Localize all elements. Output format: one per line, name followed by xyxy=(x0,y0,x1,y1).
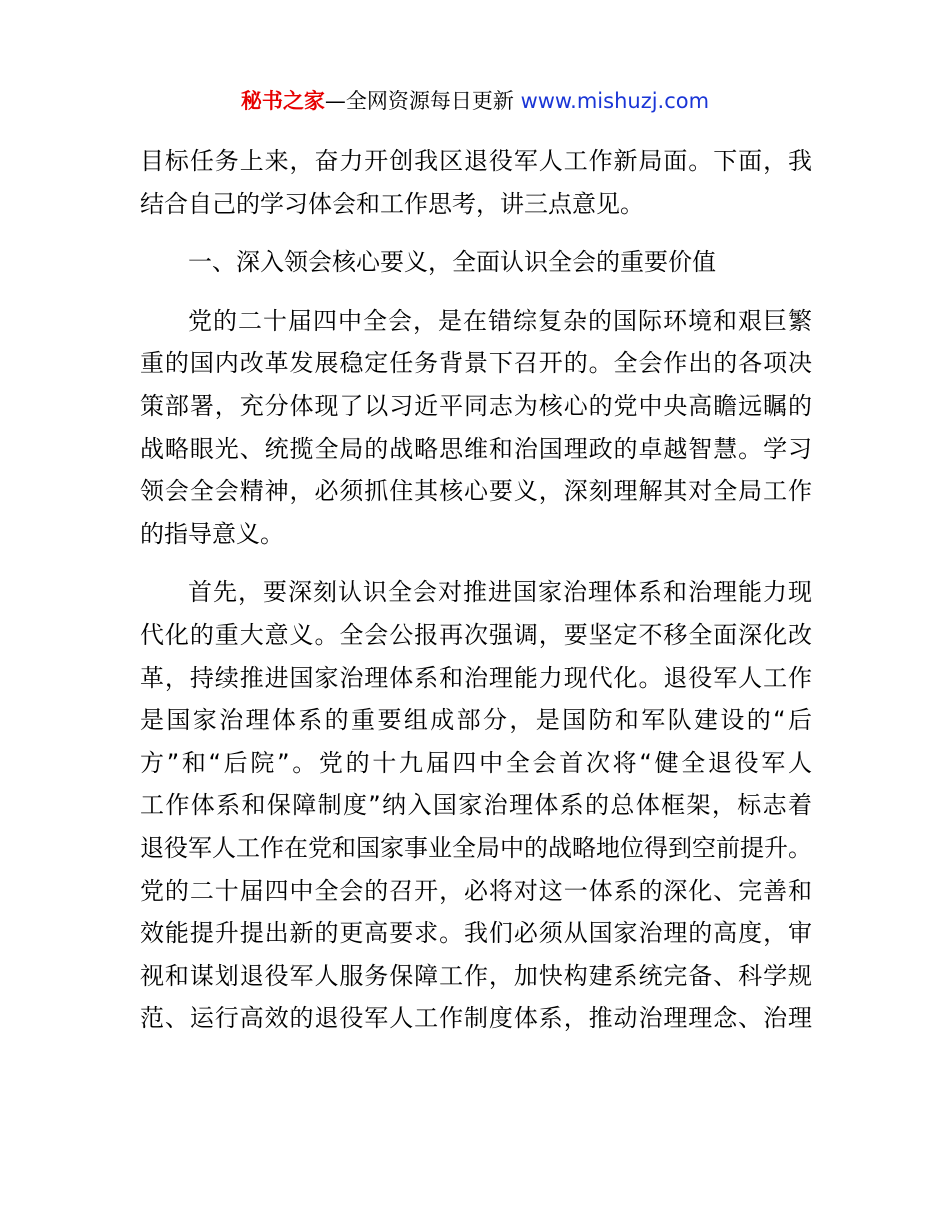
text-line: 重的国内改革发展稳定任务背景下召开的。全会作出的各项决 xyxy=(140,349,812,378)
text-line: 革，持续推进国家治理体系和治理能力现代化。退役军人工作 xyxy=(140,663,812,692)
text-line: 工作体系和保障制度”纳入国家治理体系的总体框架，标志着 xyxy=(140,791,812,820)
text-line: 目标任务上来，奋力开创我区退役军人工作新局面。下面，我 xyxy=(140,147,812,175)
text-line: 方”和“后院”。党的十九届四中全会首次将“健全退役军人 xyxy=(140,748,812,777)
text-line: 党的二十届四中全会，是在错综复杂的国际环境和艰巨繁 xyxy=(188,306,812,335)
text-line: 策部署，充分体现了以习近平同志为核心的党中央高瞻远瞩的 xyxy=(140,391,812,420)
text-line: 战略眼光、统揽全局的战略思维和治国理政的卓越智慧。学习 xyxy=(140,434,812,463)
paragraph xyxy=(140,300,812,556)
text-line: 退役军人工作在党和国家事业全局中的战略地位得到空前提升。 xyxy=(140,833,812,862)
text-line: 的指导意义。 xyxy=(140,519,284,548)
text-line: 视和谋划退役军人服务保障工作，加快构建系统完备、科学规 xyxy=(140,961,812,990)
document-body xyxy=(140,140,812,1040)
section-heading xyxy=(140,241,812,284)
text-line: 一、深入领会核心要义，全面认识全会的重要价值 xyxy=(188,248,716,277)
text-line: 结合自己的学习体会和工作思考，讲三点意见。 xyxy=(140,189,644,218)
text-line: 领会全会精神，必须抓住其核心要义，深刻理解其对全局工作 xyxy=(140,477,812,506)
page-header xyxy=(0,86,950,116)
header-slogan: —全网资源每日更新 xyxy=(324,89,521,113)
site-url[interactable]: www.mishuzj.com xyxy=(520,89,710,113)
text-line: 效能提升提出新的更高要求。我们必须从国家治理的高度，审 xyxy=(140,919,812,948)
brand-name: 秘书之家 xyxy=(240,89,325,113)
text-line: 首先，要深刻认识全会对推进国家治理体系和治理能力现 xyxy=(188,578,812,607)
paragraph xyxy=(140,140,812,225)
paragraph xyxy=(140,571,812,1040)
text-line: 代化的重大意义。全会公报再次强调，要坚定不移全面深化改 xyxy=(140,620,812,649)
text-line: 范、运行高效的退役军人工作制度体系，推动治理理念、治理 xyxy=(140,1004,812,1033)
text-line: 是国家治理体系的重要组成部分，是国防和军队建设的“后 xyxy=(140,706,812,735)
text-line: 党的二十届四中全会的召开，必将对这一体系的深化、完善和 xyxy=(140,876,812,905)
